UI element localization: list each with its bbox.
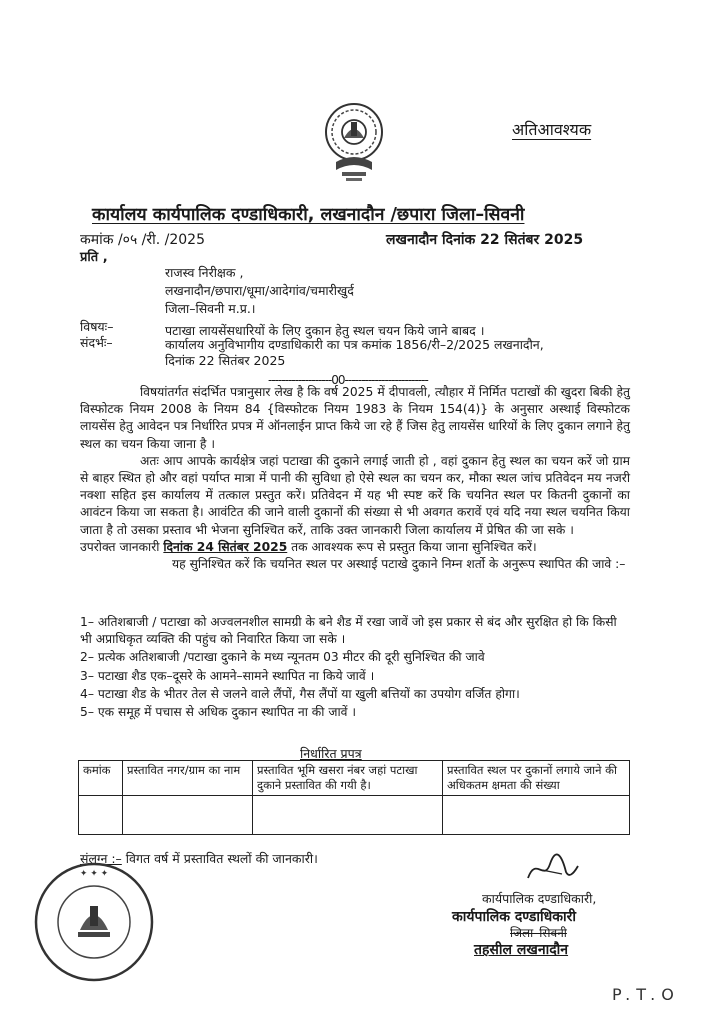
svg-text:✦ ✦ ✦: ✦ ✦ ✦ — [79, 869, 109, 879]
subject-text: पटाखा लायसेंसधारियों के लिए दुकान हेतु स्थल चयन किये जाने बाबद । — [165, 323, 485, 338]
enclosure-text: विगत वर्ष में प्रस्तावित स्थलों की जानकारी। — [121, 851, 318, 866]
place-date: लखनादौन दिनांक 22 सितंबर 2025 — [386, 232, 584, 248]
signatory-title: कार्यपालिक दण्डाधिकारी, — [482, 891, 597, 906]
paragraph-2: अतः आप आपके कार्यक्षेत्र जहां पटाखा की दुकाने लगाई जाती हो , वहां दुकान हेतु स्थल का चयन करें जो ग्राम से बाहर स्थित हो और वहां पर्याप्त मात्रा में पानी की सुविधा हो ऐसे स्थल का चयन कर, मौका स्थल जांच प्रतिवेदन मय नजरी नक्शा सहित इस कार्यालय में तत्काल प्रस्तुत करें। प्रतिवेदन में यह भी स्पष्ट करें कि चयनित स्थल पर कितनी दुकानों का आवंटन किया जा सकता है। आवंटित की जाने वाली दुकानों की संख्या से भी अवगत करावें एवं यदि नया स्थल चयनित किया जाता है तो उसका प्रस्ताव भी भेजना सुनिश्चित करें, ताकि उक्त जानकारी जिला कार्यालय में प्रेषित की जा सके । — [80, 453, 630, 537]
page-turn-note: P.T.O — [612, 985, 680, 1004]
enclosure-label: संलग्न :– — [80, 851, 122, 866]
reference-line-1: कार्यालय अनुविभागीय दण्डाधिकारी का पत्र कमांक 1856/री–2/2025 लखनादौन, — [165, 337, 544, 352]
column-header: कमांक — [79, 761, 123, 796]
reference-line-2: दिनांक 22 सितंबर 2025 — [165, 353, 286, 368]
office-title: कार्यालय कार्यपालिक दण्डाधिकारी, लखनादौन /छपारा जिला–सिवनी — [92, 205, 525, 225]
column-header: प्रस्तावित भूमि खसरा नंबर जहां पटाखा दुकाने प्रस्तावित की गयी है। — [253, 761, 443, 796]
separator: -------------------00------------------------- — [268, 373, 428, 387]
signatory-stamp-line-3: तहसील लखनादौन — [474, 942, 569, 958]
subject-label: विषयः– — [80, 319, 114, 334]
addressee-line-1: राजस्व निरीक्षक , — [165, 265, 244, 280]
state-emblem-icon — [322, 100, 386, 196]
signatory-stamp-line-1: कार्यपालिक दण्डाधिकारी — [452, 909, 576, 925]
table-header-row — [79, 761, 630, 796]
paragraph-3: उपरोक्त जानकारी दिनांक 24 सितंबर 2025 तक आवश्यक रूप से प्रस्तुत किया जाना सुनिश्चित करें। — [80, 539, 537, 554]
format-title: निर्धारित प्रपत्र — [300, 746, 362, 761]
to-label: प्रति , — [80, 250, 108, 265]
urgent-label: अतिआवश्यक — [512, 120, 592, 139]
paragraph-4: यह सुनिश्चित करें कि चयनित स्थल पर अस्थाई पटाखे दुकाने निम्न शर्तो के अनुरूप स्थापित की जावे :– — [172, 557, 626, 572]
reference-number: कमांक /०५ /री. /2025 — [80, 232, 205, 248]
column-header: प्रस्तावित स्थल पर दुकानों लगाये जाने की अधिकतम क्षमता की संख्या — [443, 761, 630, 796]
deadline-date: दिनांक 24 सितंबर 2025 — [163, 539, 288, 554]
condition-item: 3– पटाखा शैड एक–दूसरे के आमने–सामने स्थापित ना किये जावें । — [80, 668, 375, 683]
condition-item: 2– प्रत्येक अतिशबाजी /पटाखा दुकाने के मध्य न्यूनतम 03 मीटर की दूरी सुनिश्चित की जावे — [80, 650, 485, 665]
paragraph-1: विषयांतर्गत संदर्भित पत्रानुसार लेख है कि वर्ष 2025 में दीपावली, त्यौहार में निर्मित पटाखों की खुदरा बिकी हेतु विस्फोटक नियम 2008 के नियम 84 {विस्फोटक नियम 1983 के नियम 154(4)} के अनुसार अस्थाई विस्फोटक लायसेंस हेतु आवेदन पत्र निर्धारित प्रपत्र में ऑनलाईन प्राप्त किये जा रहे हैं जिस हेतु लायसेंस धारियों के लिए दुकान लगाने हेतु स्थल का चयन किया जाना है । — [80, 385, 630, 451]
condition-item: 1– अतिशबाजी / पटाखा को अज्वलनशील सामग्री के बने शैड में रखा जावें जो इस प्रकार से बंद और सुरक्षित हो कि किसी भी अप्राधिकृत व्यक्ति की पहुंच को निवारित किया जा सके । — [80, 615, 617, 647]
reference-label: संदर्भः– — [80, 335, 113, 350]
office-seal-icon — [32, 860, 156, 984]
addressee-line-3: जिला–सिवनी म.प्र.। — [165, 301, 256, 316]
condition-item: 5– एक समूह में पचास से अधिक दुकान स्थापित ना की जावें । — [80, 705, 357, 720]
addressee-line-2: लखनादौन/छपारा/धूमा/आदेगांव/चमारीखुर्द — [165, 283, 354, 298]
table-row — [79, 796, 630, 835]
column-header: प्रस्तावित नगर/ग्राम का नाम — [123, 761, 253, 796]
conditions-list — [80, 614, 630, 722]
letter-body — [80, 384, 630, 573]
signature-scribble — [522, 852, 582, 886]
signatory-stamp-line-2: जिला–सिवनी — [510, 926, 567, 940]
condition-item: 4– पटाखा शैड के भीतर तेल से जलने वाले लैंपों, गैस लैंपों या खुली बत्तियों का उपयोग वर्जित होगा। — [80, 686, 520, 701]
format-table — [78, 760, 630, 835]
